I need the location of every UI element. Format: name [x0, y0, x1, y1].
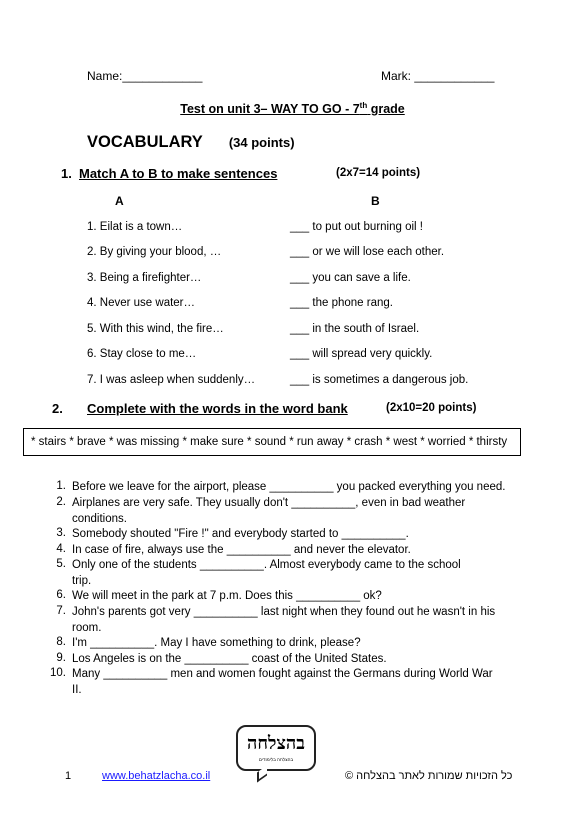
match-a-item: 1. Eilat is a town…	[87, 221, 183, 233]
vocabulary-heading	[87, 133, 295, 152]
question-number: 4.	[56, 543, 66, 555]
section2-title: Complete with the words in the word bank	[87, 401, 348, 416]
question-text: I'm __________. May I have something to drink, please?	[72, 637, 361, 649]
question-number: 2.	[56, 496, 66, 508]
question-text: Before we leave for the airport, please __________ you packed everything you need.	[72, 481, 506, 493]
section2-points: (2x10=20 points)	[386, 402, 477, 414]
question-number: 10.	[50, 667, 66, 679]
title-main: Test on unit 3– WAY TO GO - 7	[180, 102, 360, 117]
question-number: 9.	[56, 652, 66, 664]
column-b-header: B	[371, 194, 380, 208]
match-b-item: ___ will spread very quickly.	[290, 348, 433, 360]
match-a-item: 3. Being a firefighter…	[87, 272, 202, 284]
match-a-item: 5. With this wind, the fire…	[87, 323, 224, 335]
vocabulary-points: (34 points)	[228, 135, 295, 150]
question-number: 5.	[56, 558, 66, 570]
match-b-item: ___ in the south of Israel.	[290, 323, 420, 335]
question-text: In case of fire, always use the __________ and never the elevator.	[72, 544, 411, 556]
word-bank-box: * stairs * brave * was missing * make sure * sound * run away * crash * west * worried * thirsty	[23, 428, 521, 456]
match-b-item: ___ the phone rang.	[290, 297, 393, 309]
question-number: 3.	[56, 527, 66, 539]
match-a-item: 6. Stay close to me…	[87, 348, 197, 360]
question-text: Somebody shouted "Fire !" and everybody started to __________.	[72, 528, 409, 540]
title-superscript: th	[359, 101, 368, 110]
match-a-item: 4. Never use water…	[87, 297, 196, 309]
question-text: Los Angeles is on the __________ coast of the United States.	[72, 653, 387, 665]
match-b-item: ___ you can save a life.	[290, 272, 411, 284]
section1-points: (2x7=14 points)	[336, 167, 421, 179]
column-a-header: A	[115, 194, 124, 208]
question-text: Only one of the students __________. Almost everybody came to the school trip.	[72, 559, 461, 587]
match-a-item: 2. By giving your blood, …	[87, 246, 222, 258]
match-b-item: ___ or we will lose each other.	[290, 246, 445, 258]
section1-title: Match A to B to make sentences	[79, 166, 278, 181]
logo-subtext: בהצלחה בלימודים	[258, 757, 294, 762]
match-b-item: ___ to put out burning oil !	[290, 221, 423, 233]
page-number: 1	[65, 770, 72, 782]
behatzlacha-logo	[236, 725, 316, 771]
question-text: We will meet in the park at 7 p.m. Does this __________ ok?	[72, 590, 382, 602]
section2-number: 2.	[52, 401, 63, 416]
name-field-label: Name:____________	[87, 69, 203, 83]
match-b-item: ___ is sometimes a dangerous job.	[290, 374, 469, 386]
copyright-notice: כל הזכויות שמורות לאתר בהצלחה ©	[345, 770, 513, 782]
logo-text: בהצלחה	[247, 733, 305, 754]
website-link[interactable]: www.behatzlacha.co.il	[102, 770, 211, 782]
question-number: 6.	[56, 589, 66, 601]
title-end: grade	[367, 102, 405, 117]
mark-field-label: Mark: ____________	[381, 69, 495, 83]
section1-number: 1.	[61, 166, 72, 181]
question-text: Many __________ men and women fought against the Germans during World War II.	[72, 668, 493, 696]
vocabulary-title: VOCABULARY	[87, 133, 203, 151]
question-number: 1.	[56, 480, 66, 492]
page-title	[0, 101, 585, 116]
match-a-item: 7. I was asleep when suddenly…	[87, 374, 256, 386]
question-text: John's parents got very __________ last night when they found out he wasn't in his room.	[72, 606, 496, 634]
question-text: Airplanes are very safe. They usually don't __________, even in bad weather conditions.	[72, 497, 466, 525]
question-number: 8.	[56, 636, 66, 648]
question-number: 7.	[56, 605, 66, 617]
